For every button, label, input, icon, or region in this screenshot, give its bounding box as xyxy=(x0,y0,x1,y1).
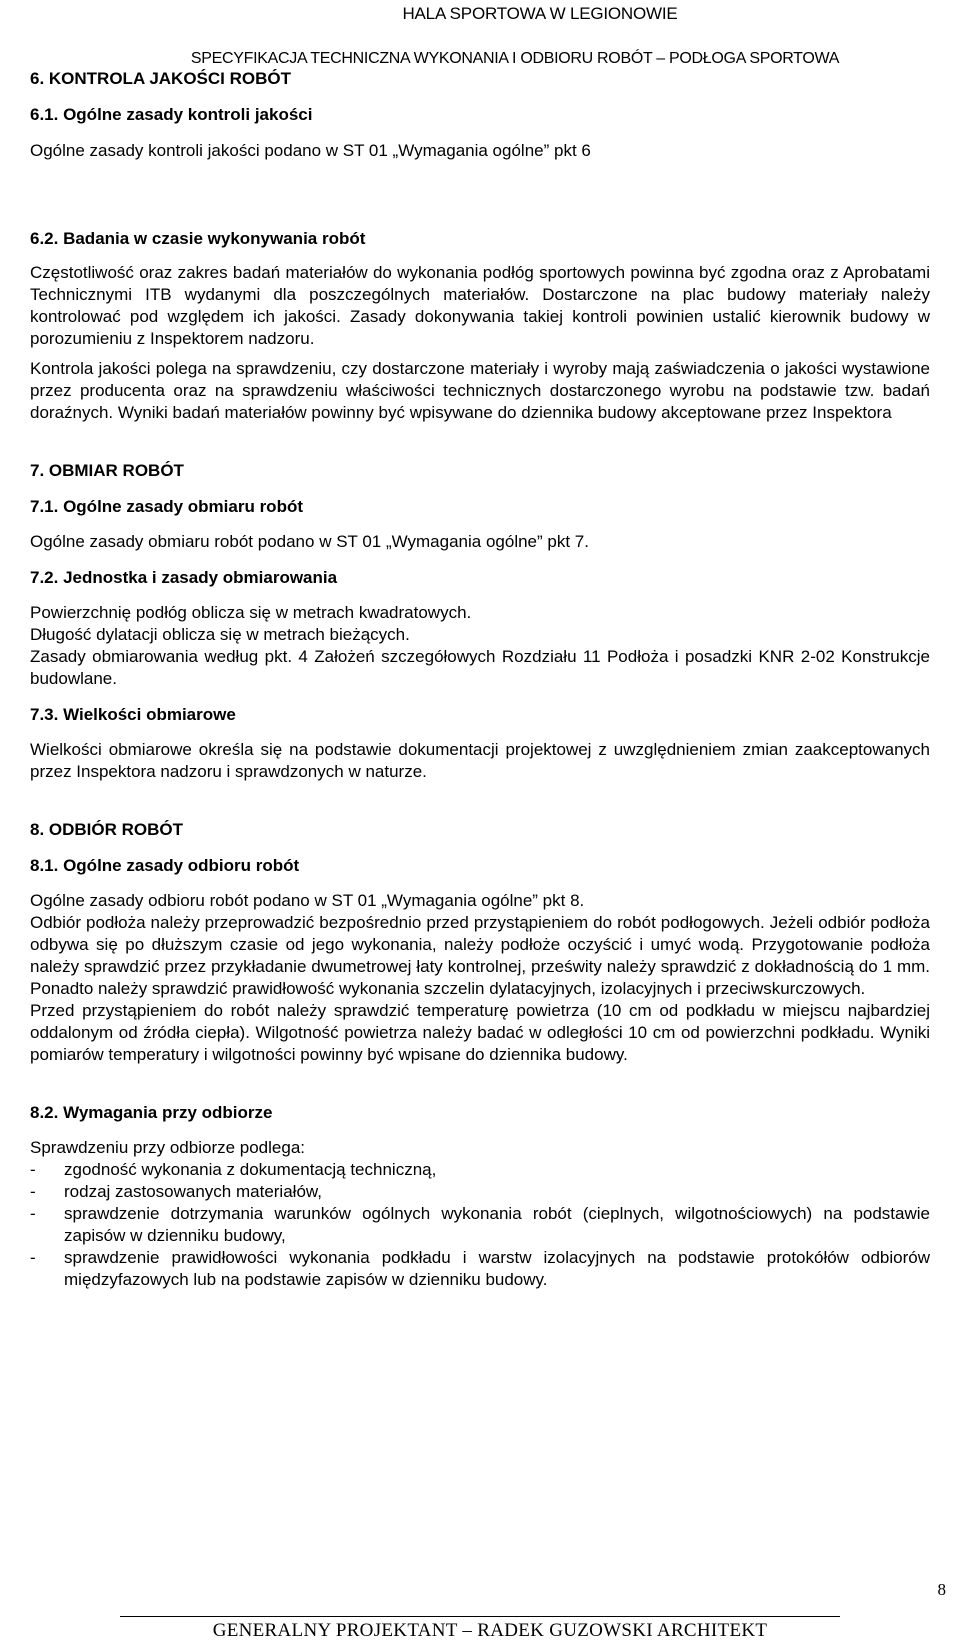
section-7-3-text: Wielkości obmiarowe określa się na podstawie dokumentacji projektowej z uwzględnieniem zmian zaakceptowanych przez Inspektora nadzoru i sprawdzonych w naturze. xyxy=(30,740,930,781)
section-7-1-text: Ogólne zasady obmiaru robót podano w ST 01 „Wymagania ogólne” pkt 7. xyxy=(30,532,589,551)
section-8-heading: 8. ODBIÓR ROBÓT xyxy=(30,820,184,839)
section-7-2-line-1: Powierzchnię podłóg oblicza się w metrach kwadratowych. xyxy=(30,603,472,622)
list-item xyxy=(30,1203,930,1247)
section-6-heading: 6. KONTROLA JAKOŚCI ROBÓT xyxy=(30,69,291,88)
list-item xyxy=(30,1181,930,1203)
section-7-2-heading: 7.2. Jednostka i zasady obmiarowania xyxy=(30,568,338,587)
section-7-2-line-3: Zasady obmiarowania według pkt. 4 Założeń szczegółowych Rozdziału 11 Podłoża i posadzki KNR 2-02 Konstrukcje budowlane. xyxy=(30,647,930,688)
list-item xyxy=(30,1247,930,1291)
footer-divider xyxy=(120,1616,840,1617)
list-dash: - xyxy=(30,1204,36,1223)
list-item-text: sprawdzenie prawidłowości wykonania podkładu i warstw izolacyjnych na podstawie protokółów odbiorów międzyfazowych lub na podstawie zapisów w dzienniku budowy. xyxy=(64,1248,930,1289)
requirements-list xyxy=(30,1159,930,1291)
list-item-text: sprawdzenie dotrzymania warunków ogólnych wykonania robót (cieplnych, wilgotnościowych) na podstawie zapisów w dzienniku budowy, xyxy=(64,1204,930,1245)
section-8-1-text: Ogólne zasady odbioru robót podano w ST 01 „Wymagania ogólne” pkt 8. xyxy=(30,891,585,910)
section-8-1-heading: 8.1. Ogólne zasady odbioru robót xyxy=(30,856,300,875)
section-6-2-paragraph-2: Kontrola jakości polega na sprawdzeniu, czy dostarczone materiały i wyroby mają zaświadczenia o jakości wystawione przez producenta oraz na sprawdzeniu właściwości technicznych dostarczonego wyrobu na podstawie tzw. badań doraźnych. Wyniki badań materiałów powinny być wpisywane do dziennika budowy akceptowane przez Inspektora xyxy=(30,359,930,422)
list-dash: - xyxy=(30,1160,36,1179)
header-subtitle: SPECYFIKACJA TECHNICZNA WYKONANIA I ODBIORU ROBÓT – PODŁOGA SPORTOWA xyxy=(190,50,840,67)
section-8-1-paragraph-2: Odbiór podłoża należy przeprowadzić bezpośrednio przed przystąpieniem do robót podłogowych. Jeżeli odbiór podłoża odbywa się po dłuższym czasie od jego wykonania, należy podłoże oczyścić i umyć wodą. Przygotowanie podłoża należy sprawdzić przez przykładanie dwumetrowej łaty kontrolnej, prześwity należy sprawdzić z dokładnością do 1 mm. Ponadto należy sprawdzić prawidłowość wykonania szczelin dylatacyjnych, izolacyjnych i przeciwskurczowych. xyxy=(30,913,930,998)
list-dash: - xyxy=(30,1182,36,1201)
section-6-2-heading: 6.2. Badania w czasie wykonywania robót xyxy=(30,229,366,248)
list-item-text: zgodność wykonania z dokumentacją techniczną, xyxy=(64,1160,437,1179)
page-number: 8 xyxy=(937,1580,946,1599)
section-8-2-heading: 8.2. Wymagania przy odbiorze xyxy=(30,1103,273,1122)
section-7-2-line-2: Długość dylatacji oblicza się w metrach bieżących. xyxy=(30,625,410,644)
section-8-2-intro: Sprawdzeniu przy odbiorze podlega: xyxy=(30,1138,306,1157)
section-7-heading: 7. OBMIAR ROBÓT xyxy=(30,461,184,480)
list-dash: - xyxy=(30,1248,36,1267)
section-7-1-heading: 7.1. Ogólne zasady obmiaru robót xyxy=(30,497,303,516)
header-title: HALA SPORTOWA W LEGIONOWIE xyxy=(402,4,678,23)
section-6-2-paragraph-1: Częstotliwość oraz zakres badań materiałów do wykonania podłóg sportowych powinna być zgodna oraz z Aprobatami Technicznymi ITB wydanymi dla poszczególnych materiałów. Dostarczone na plac budowy materiały należy kontrolować pod względem ich jakości. Zasady dokonywania takiej kontroli powinien ustalić kierownik budowy w porozumieniu z Inspektorem nadzoru. xyxy=(30,263,930,348)
list-item-text: rodzaj zastosowanych materiałów, xyxy=(64,1182,322,1201)
section-6-1-text: Ogólne zasady kontroli jakości podano w ST 01 „Wymagania ogólne” pkt 6 xyxy=(30,141,591,160)
list-item xyxy=(30,1159,930,1181)
document-body xyxy=(30,68,930,1291)
section-6-1-heading: 6.1. Ogólne zasady kontroli jakości xyxy=(30,105,313,124)
footer-text: GENERALNY PROJEKTANT – RADEK GUZOWSKI ARCHITEKT xyxy=(212,1620,768,1641)
section-8-1-paragraph-3: Przed przystąpieniem do robót należy sprawdzić temperaturę powietrza (10 cm od podkładu w miejscu najbardziej oddalonym od źródła ciepła). Wilgotność powietrza należy badać w odległości 10 cm od powierzchni podkładu. Wyniki pomiarów temperatury i wilgotności powinny być wpisane do dziennika budowy. xyxy=(30,1001,930,1064)
section-7-3-heading: 7.3. Wielkości obmiarowe xyxy=(30,705,236,724)
